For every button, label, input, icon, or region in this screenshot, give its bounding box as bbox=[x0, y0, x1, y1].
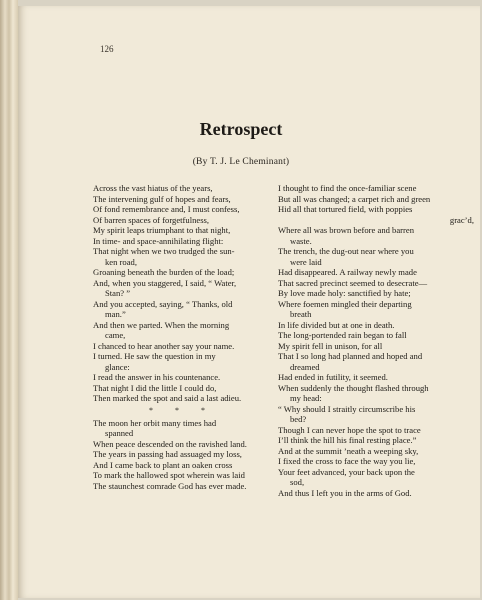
poem-line: Had disappeared. A railway newly made bbox=[278, 267, 417, 277]
poem-line: glance: bbox=[105, 361, 130, 372]
stanza-two bbox=[93, 418, 271, 492]
page-number: 126 bbox=[100, 44, 114, 54]
poem-line: “ Why should I straitly circumscribe his bbox=[278, 403, 416, 414]
poem-line: When suddenly the thought flashed through bbox=[278, 382, 429, 393]
poem-line: When peace descended on the ravished land. bbox=[93, 438, 247, 449]
poem-line: In time- and space-annihilating flight: bbox=[93, 235, 224, 246]
poem-line: The staunchest comrade God has ever made. bbox=[93, 480, 247, 491]
poem-line: Groaning beneath the burden of the load; bbox=[93, 267, 235, 277]
poem-line: waste. bbox=[290, 235, 312, 246]
poem-line: I turned. He saw the question in my bbox=[93, 351, 216, 361]
poem-line: That sacred precinct seemed to desecrate— bbox=[278, 277, 428, 288]
poem-line: Stan? ” bbox=[105, 288, 131, 298]
poem-line: That night I did the little I could do, bbox=[93, 382, 217, 393]
poem-line: By love made holy: sanctified by hate; bbox=[278, 288, 411, 298]
poem-line: Of barren spaces of forgetfulness, bbox=[93, 214, 210, 225]
poem-line: breath bbox=[290, 309, 312, 319]
left-column bbox=[93, 183, 271, 491]
poem-line: came, bbox=[105, 330, 126, 340]
poem-line: Across the vast hiatus of the years, bbox=[93, 183, 213, 193]
poem-line: grac’d, bbox=[449, 214, 474, 225]
poem-line: I thought to find the once-familiar scene bbox=[278, 183, 417, 193]
stanza-one bbox=[93, 183, 271, 404]
poem-line: And I came back to plant an oaken cross bbox=[93, 459, 233, 470]
stanza-break-stars: * * * bbox=[149, 405, 215, 415]
poem-line: I read the answer in his countenance. bbox=[93, 372, 221, 382]
poem-line: And thus I left you in the arms of God. bbox=[278, 487, 412, 498]
poem-line: And then we parted. When the morning bbox=[93, 319, 230, 330]
poem-line: To mark the hallowed spot wherein was laid bbox=[93, 470, 245, 480]
poem-line: The long-portended rain began to fall bbox=[278, 330, 407, 340]
poem-line: ken road, bbox=[105, 256, 137, 267]
poem-line: And at the summit ’neath a weeping sky, bbox=[278, 445, 419, 456]
poem-line: my head: bbox=[290, 393, 322, 403]
poem-line: were laid bbox=[290, 256, 322, 267]
poem-line: In life divided but at one in death. bbox=[278, 319, 395, 330]
poem-line: My spirit leaps triumphant to that night, bbox=[93, 225, 231, 235]
stanza-three bbox=[278, 183, 478, 498]
poem-line: Where all was brown before and barren bbox=[278, 225, 415, 235]
poem-line: And, when you staggered, I said, “ Water, bbox=[93, 277, 237, 288]
poem-line: But all was changed; a carpet rich and green bbox=[278, 193, 431, 204]
poem-line: That night when we two trudged the sun- bbox=[93, 246, 235, 256]
poem-line: My spirit fell in unison, for all bbox=[278, 340, 383, 351]
poem-line: I’ll think the hill his final resting place.” bbox=[278, 435, 417, 445]
poem-line: dreamed bbox=[290, 361, 320, 372]
poem-line: The trench, the dug-out near where you bbox=[278, 246, 414, 256]
poem-line: The moon her orbit many times had bbox=[93, 417, 217, 428]
poem-line: Your feet advanced, your back upon the bbox=[278, 466, 415, 477]
poem-line: Had ended in futility, it seemed. bbox=[278, 372, 388, 382]
poem-line: And you accepted, saying, “ Thanks, old bbox=[93, 298, 233, 309]
poem-line: sod, bbox=[290, 477, 305, 487]
poem-line: Then marked the spot and said a last adieu. bbox=[93, 393, 242, 403]
poem-line: I chanced to hear another say your name. bbox=[93, 340, 235, 351]
poem-line: That I so long had planned and hoped and bbox=[278, 351, 423, 361]
poem-line: man.” bbox=[105, 309, 126, 319]
poem-line: Of fond remembrance and, I must confess, bbox=[93, 204, 240, 214]
poem-line: Where foemen mingled their departing bbox=[278, 298, 412, 309]
poem-line: spanned bbox=[105, 428, 134, 438]
poem-title: Retrospect bbox=[199, 119, 283, 139]
right-column bbox=[278, 183, 478, 498]
poem-line: The years in passing had assuaged my loss, bbox=[93, 449, 242, 459]
poem-line: Though I can never hope the spot to trace bbox=[278, 424, 421, 435]
poem-byline: (By T. J. Le Cheminant) bbox=[192, 157, 290, 167]
poem-line: Hid all that tortured field, with poppies bbox=[278, 204, 413, 214]
poem-line: I fixed the cross to face the way you lie, bbox=[278, 456, 416, 466]
poem-line: bed? bbox=[290, 414, 307, 424]
book-binding-edge bbox=[0, 0, 18, 600]
poem-line: The intervening gulf of hopes and fears, bbox=[93, 193, 231, 204]
